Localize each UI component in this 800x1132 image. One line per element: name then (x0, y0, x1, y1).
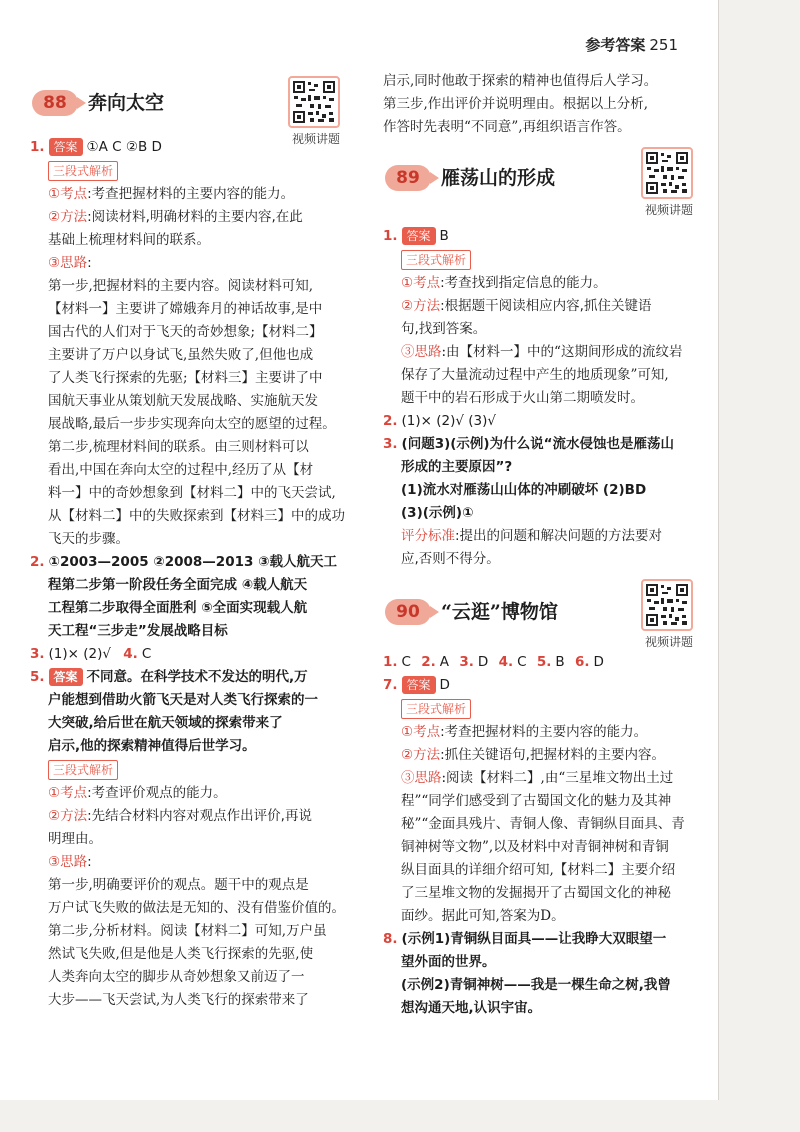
answer-tag: 答案 (402, 227, 436, 245)
analysis-line: ②方法:抓住关键语句,把握材料的主要内容。 (401, 747, 665, 763)
section-title: “云逛”博物馆 (441, 601, 558, 623)
page-header (585, 34, 678, 55)
header-label: 参考答案 (585, 36, 646, 54)
answer-text: ①A C ②B D (86, 139, 162, 155)
question-7 (383, 674, 699, 697)
analysis-label: ③思路 (48, 854, 88, 870)
analysis-line: ③思路: (48, 854, 92, 870)
answer-tag: 答案 (49, 138, 83, 156)
section-90-header (383, 571, 699, 651)
question-number: 5. (536, 654, 552, 670)
step-line: 启示,同时他敢于探索的精神也值得后人学习。 (383, 73, 658, 89)
analysis-thinking (383, 767, 699, 928)
analysis-label: ②方法 (401, 298, 441, 314)
step-line: 看出,中国在奔向太空的过程中,经历了从【材 (48, 462, 314, 478)
answer-line: 想沟通天地,认识宇宙。 (401, 1000, 542, 1016)
answer-line: 望外面的世界。 (401, 954, 496, 970)
question-number: 2. (421, 654, 436, 670)
step-line: 第一步,把握材料的主要内容。阅读材料可知, (48, 278, 314, 294)
answer-text: B (439, 228, 449, 244)
analysis-tag: 三段式解析 (48, 760, 118, 780)
qr-caption: 视频讲题 (644, 203, 693, 217)
multiple-choice-answers (383, 651, 699, 674)
step-line: 从【材料二】中的失败探索到【材料三】中的成功 (48, 508, 345, 524)
section-number-badge: 89 (385, 165, 431, 191)
analysis-steps-2 (30, 874, 346, 1012)
answer-line: (3)(示例)① (401, 505, 474, 521)
answer-text: (1)× (2)√ (3)√ (401, 413, 496, 429)
step-line: 飞天的步骤。 (48, 531, 129, 547)
question-number: 4. (498, 654, 514, 670)
question-number: 3. (383, 436, 398, 452)
analysis-label: ①考点 (401, 275, 441, 291)
step-line: 第一步,明确要评价的观点。题干中的观点是 (48, 877, 309, 893)
step-line: 秘”“金面具残片、青铜人像、青铜纵目面具、青 (401, 816, 685, 832)
answer-line: 大突破,给后世在航天领域的探索带来了 (48, 715, 283, 731)
answer-tag: 答案 (49, 668, 83, 686)
step-line: 了人类飞行探索的先驱;【材料三】主要讲了中 (48, 370, 323, 386)
step-line: ③思路:阅读【材料二】,由“三星堆文物出土过 (401, 770, 674, 786)
qr-code-icon[interactable] (641, 579, 693, 631)
step-line: ③思路:由【材料一】中的“这期间形成的流纹岩 (401, 344, 683, 360)
question-2 (30, 551, 346, 643)
analysis-label: 评分标准 (401, 528, 455, 544)
step-line: 国航天事业从策划航天发展战略、实施航天发 (48, 393, 318, 409)
analysis-label: ①考点 (401, 724, 441, 740)
answer-line: 天工程“三步走”发展战略目标 (48, 623, 228, 639)
analysis-line: ②方法:先结合材料内容对观点作出评价,再说 (48, 808, 312, 824)
analysis-line: ①考点:考查找到指定信息的能力。 (401, 275, 607, 291)
step-line: 然试飞失败,但是他是人类飞行探索的先驱,使 (48, 946, 314, 962)
question-8 (383, 928, 699, 1020)
analysis-line: ①考点:考查评价观点的能力。 (48, 785, 227, 801)
question-number: 7. (383, 677, 398, 693)
step-line: 人类奔向太空的脚步从奇妙想象又前迈了一 (48, 969, 305, 985)
analysis-tag: 三段式解析 (401, 699, 471, 719)
qr-code-icon[interactable] (641, 147, 693, 199)
step-line: 万户试飞失败的做法是无知的、没有借鉴价值的。 (48, 900, 345, 916)
question-3 (383, 433, 699, 525)
answer-text: C (141, 646, 152, 662)
analysis-line: 句,找到答案。 (401, 321, 487, 337)
step-line: 主要讲了万户以身试飞,虽然失败了,但他也成 (48, 347, 314, 363)
question-2 (383, 410, 699, 433)
question-number: 5. (30, 669, 45, 685)
answer-line: 启示,他的探索精神值得后世学习。 (48, 738, 256, 754)
step-line: 铜神树等文物”,以及材料中对青铜神树和青铜 (401, 839, 669, 855)
analysis-label: ③思路 (401, 344, 442, 360)
step-line: 展战略,最后一步步实现奔向太空的愿望的过程。 (48, 416, 336, 432)
analysis-label: ①考点 (48, 785, 88, 801)
question-number: 2. (383, 413, 398, 429)
answer-text: D (477, 654, 489, 670)
step-line: 纵目面具的详细介绍可知,【材料二】主要介绍 (401, 862, 676, 878)
answer-text: D (593, 654, 604, 670)
left-column (30, 60, 346, 1012)
question-number: 8. (383, 931, 398, 947)
right-column (383, 70, 699, 1020)
analysis-label: ②方法 (401, 747, 441, 763)
step-line: 面纱。据此可知,答案为D。 (401, 908, 565, 924)
question-number: 1. (383, 228, 398, 244)
answer-line: 程第二步第一阶段任务全面完成 ④载人航天 (48, 577, 308, 593)
step-line: 第二步,分析材料。阅读【材料二】可知,万户虽 (48, 923, 327, 939)
question-3-4 (30, 643, 346, 666)
step-line: 国古代的人们对于飞天的奇妙想象;【材料二】 (48, 324, 323, 340)
answer-text: B (555, 654, 565, 670)
answer-line: (示例2)青铜神树——我是一棵生命之树,我曾 (401, 977, 671, 993)
step-line: 大步——飞天尝试,为人类飞行的探索带来了 (48, 992, 309, 1008)
question-number: 3. (30, 646, 45, 662)
answer-text: C (401, 654, 411, 670)
question-number: 2. (30, 554, 45, 570)
step-line: 【材料一】主要讲了嫦娥奔月的神话故事,是中 (48, 301, 323, 317)
section-88-header (30, 60, 346, 146)
question-number: 4. (123, 646, 138, 662)
section-title: 雁荡山的形成 (441, 167, 556, 189)
analysis-tag: 三段式解析 (48, 161, 118, 181)
question-5 (30, 666, 346, 758)
analysis-steps-1 (30, 275, 346, 551)
answer-line: ①2003—2005 ②2008—2013 ③载人航天工 (48, 554, 338, 570)
analysis-line: ①考点:考查把握材料的主要内容的能力。 (48, 186, 295, 202)
answer-line: 不同意。在科学技术不发达的明代,万 (86, 669, 308, 685)
analysis-line: ②方法:阅读材料,明确材料的主要内容,在此 (48, 209, 303, 225)
answer-line: (问题3)(示例)为什么说“流水侵蚀也是雁荡山 (401, 436, 674, 452)
answer-line: 形成的主要原因”? (401, 459, 513, 475)
analysis-line: ①考点:考查把握材料的主要内容的能力。 (401, 724, 648, 740)
analysis-label: ②方法 (48, 209, 88, 225)
scoring-criteria: 应,否则不得分。 (401, 551, 500, 567)
qr-caption: 视频讲题 (644, 635, 693, 649)
question-1 (383, 225, 699, 248)
analysis-label: ①考点 (48, 186, 88, 202)
analysis-label: ③思路 (48, 255, 88, 271)
analysis-tag: 三段式解析 (401, 250, 471, 270)
analysis-label: ③思路 (401, 770, 442, 786)
analysis-line: 明理由。 (48, 831, 102, 847)
answer-text: (1)× (2)√ (48, 646, 111, 662)
qr-caption: 视频讲题 (291, 132, 340, 146)
step-line: 了三星堆文物的发掘揭开了古蜀国文化的神秘 (401, 885, 671, 901)
question-number: 3. (459, 654, 474, 670)
step-line: 作答时先表明“不同意”,再组织语言作答。 (383, 119, 631, 135)
section-89-header (383, 139, 699, 225)
answer-line: (示例1)青铜纵目面具——让我睁大双眼望一 (401, 931, 667, 947)
page-number: 251 (649, 36, 678, 54)
analysis-line: ③思路: (48, 255, 92, 271)
section-number-badge: 88 (32, 90, 78, 116)
question-number: 1. (30, 139, 45, 155)
question-number: 6. (574, 654, 590, 670)
answer-text: C (517, 654, 527, 670)
qr-code-icon[interactable] (288, 76, 340, 128)
step-line: 第二步,梳理材料间的联系。由三则材料可以 (48, 439, 309, 455)
scoring-criteria: 评分标准:提出的问题和解决问题的方法要对 (401, 528, 663, 544)
step-line: 题干中的岩石形成于火山第二期喷发时。 (401, 390, 644, 406)
analysis-line: ②方法:根据题干阅读相应内容,抓住关键语 (401, 298, 652, 314)
question-number: 1. (383, 654, 398, 670)
step-line: 第三步,作出评价并说明理由。根据以上分析, (383, 96, 649, 112)
section-title: 奔向太空 (88, 92, 165, 114)
step-line: 料一】中的奇妙想象到【材料二】中的飞天尝试, (48, 485, 336, 501)
answer-line: 户能想到借助火箭飞天是对人类飞行探索的一 (48, 692, 318, 708)
analysis-thinking (383, 341, 699, 410)
step-line: 程”“同学们感受到了古蜀国文化的魅力及其神 (401, 793, 672, 809)
step-line: 保存了大量流动过程中产生的地质现象”可知, (401, 367, 669, 383)
answer-text: A (439, 654, 450, 670)
analysis-label: ②方法 (48, 808, 88, 824)
answer-tag: 答案 (402, 676, 436, 694)
analysis-line: 基础上梳理材料间的联系。 (48, 232, 210, 248)
section-number-badge: 90 (385, 599, 431, 625)
answer-line: (1)流水对雁荡山山体的冲刷破坏 (2)BD (401, 482, 647, 498)
answer-line: 工程第二步取得全面胜利 ⑤全面实现载人航 (48, 600, 308, 616)
answer-text: D (439, 677, 450, 693)
analysis-continued (383, 70, 699, 139)
